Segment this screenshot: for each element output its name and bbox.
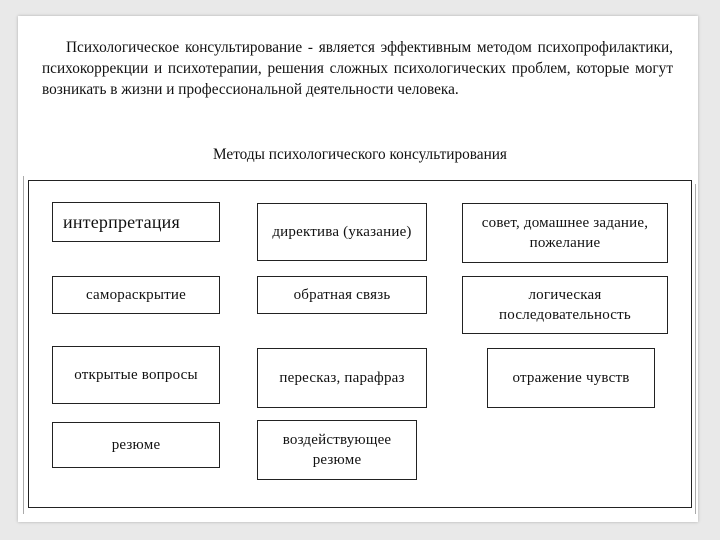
method-box-paraphrase	[257, 348, 427, 408]
right-border-line	[695, 184, 696, 514]
method-box-interpretation	[52, 202, 220, 242]
method-box-open-questions	[52, 346, 220, 404]
method-label: отражение чувств	[512, 370, 630, 386]
method-box-logical-sequence	[462, 276, 668, 334]
method-label: самораскрытие	[85, 287, 186, 303]
method-box-advice	[462, 203, 668, 263]
method-label: резюме	[111, 437, 161, 453]
method-box-resume	[52, 422, 220, 468]
method-label: интерпретация	[63, 212, 180, 232]
method-label: обратная связь	[293, 287, 391, 303]
left-border-line	[23, 176, 24, 514]
method-label: совет, домашнее задание, пожелание	[481, 215, 649, 251]
method-label: директива (указание)	[272, 224, 412, 240]
method-label: логическая последовательность	[499, 287, 631, 323]
diagram-title: Методы психологического консультирования	[213, 146, 507, 163]
method-box-impact-resume	[257, 420, 417, 480]
method-label: открытые вопросы	[74, 367, 198, 383]
method-box-reflection	[487, 348, 655, 408]
method-label: пересказ, парафраз	[279, 370, 405, 386]
method-box-feedback	[257, 276, 427, 314]
method-label: воздействующее резюме	[282, 432, 392, 468]
intro-paragraph: Психологическое консультирование - является эффективным методом психопрофилактики, психокоррекции и психотерапии, решения сложных психологических проблем, которые могут возникать в жизни и профессиональной деятельности человека.	[42, 39, 673, 98]
method-box-self-disclosure	[52, 276, 220, 314]
method-box-directive	[257, 203, 427, 261]
